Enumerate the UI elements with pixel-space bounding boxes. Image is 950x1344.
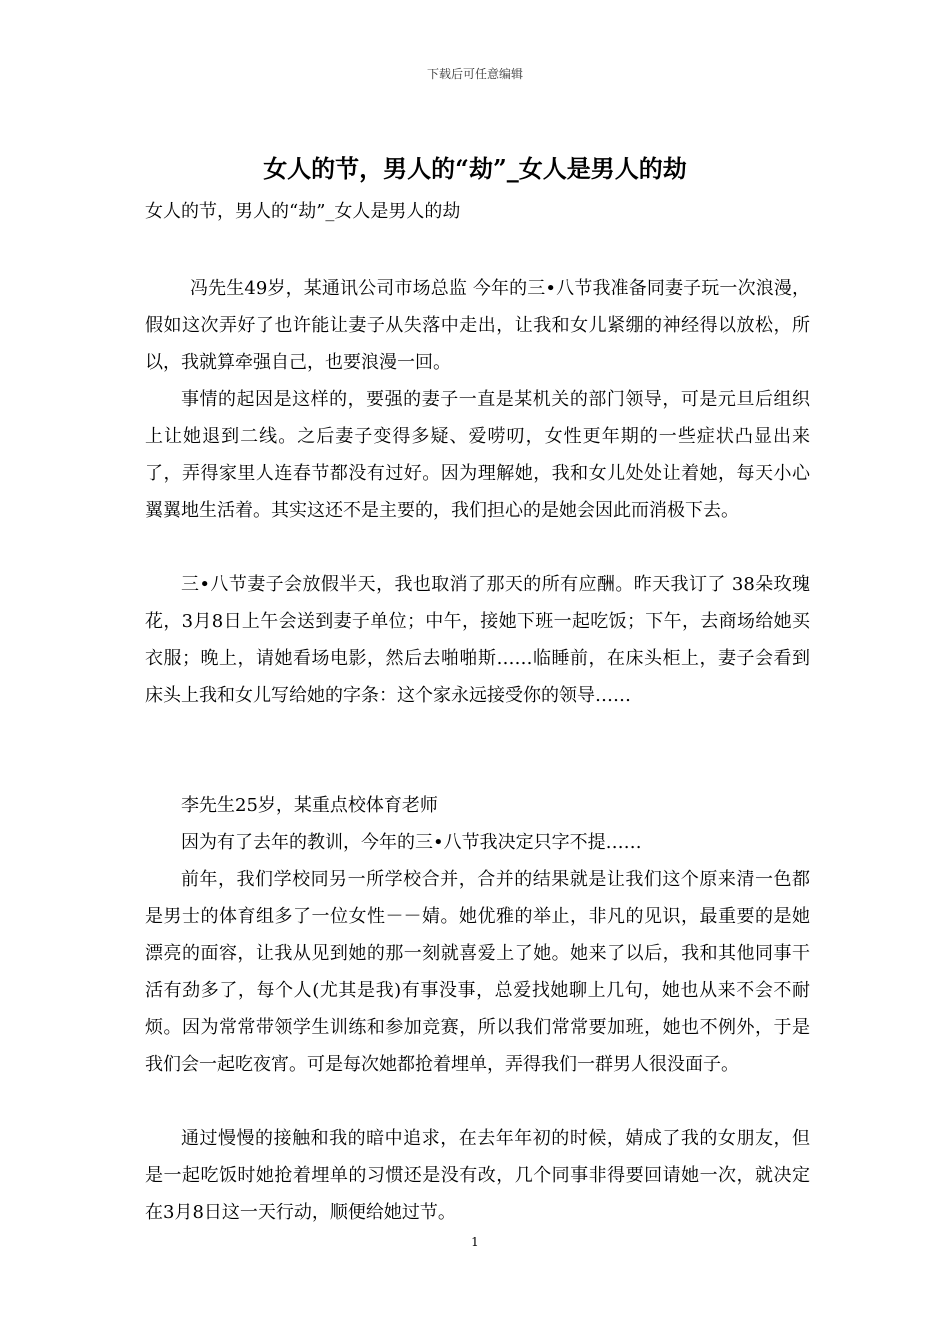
page-number: 1 bbox=[471, 1235, 479, 1249]
paragraph-feng-intro: 冯先生49岁，某通讯公司市场总监 今年的三•八节我准备同妻子玩一次浪漫，假如这次弄好了也许能让妻子从失落中走出，让我和女儿紧绷的神经得以放松，所以，我就算牵强自己，也要浪漫一回。 bbox=[145, 278, 810, 373]
paragraph-li-girlfriend: 通过慢慢的接触和我的暗中追求，在去年年初的时候，婧成了我的女朋友，但是一起吃饭时她抢着埋单的习惯还是没有改，几个同事非得要回请她一次，就决定在3月8日这一天行动，顺便给她过节。 bbox=[145, 1128, 810, 1223]
page-header-note: 下载后可任意编辑 bbox=[426, 67, 523, 81]
paragraph-li-decision: 因为有了去年的教训，今年的三•八节我决定只字不提…… bbox=[181, 832, 642, 853]
paragraph-li-intro: 李先生25岁，某重点校体育老师 bbox=[181, 795, 438, 816]
paragraph-feng-plan: 三•八节妻子会放假半天，我也取消了那天的所有应酬。昨天我订了 38朵玫瑰花，3月8日上午会送到妻子单位；中午，接她下班一起吃饭；下午，去商场给她买衣服；晚上，请她看场电影，然后去啪啪斯……临睡前，在床头柜上，妻子会看到床头上我和女儿写给她的字条：这个家永远接受你的领导…… bbox=[145, 574, 810, 706]
document-title: 女人的节，男人的“劫”_女人是男人的劫 bbox=[263, 154, 687, 183]
paragraph-feng-cause: 事情的起因是这样的，要强的妻子一直是某机关的部门领导，可是元旦后组织上让她退到二线。之后妻子变得多疑、爱唠叨，女性更年期的一些症状凸显出来了，弄得家里人连春节都没有过好。因为理解她，我和女儿处处让着她，每天小心翼翼地生活着。其实这还不是主要的，我们担心的是她会因此而消极下去。 bbox=[145, 389, 810, 521]
paragraph-li-story: 前年，我们学校同另一所学校合并，合并的结果就是让我们这个原来清一色都是男士的体育组多了一位女性－－婧。她优雅的举止，非凡的见识，最重要的是她漂亮的面容，让我从见到她的那一刻就喜爱上了她。她来了以后，我和其他同事干活有劲多了，每个人(尤其是我)有事没事，总爱找她聊上几句，她也从来不会不耐烦。因为常常带领学生训练和参加竞赛，所以我们常常要加班，她也不例外，于是我们会一起吃夜宵。可是每次她都抢着埋单，弄得我们一群男人很没面子。 bbox=[145, 869, 810, 1075]
document-subtitle: 女人的节，男人的“劫”_女人是男人的劫 bbox=[145, 201, 461, 222]
